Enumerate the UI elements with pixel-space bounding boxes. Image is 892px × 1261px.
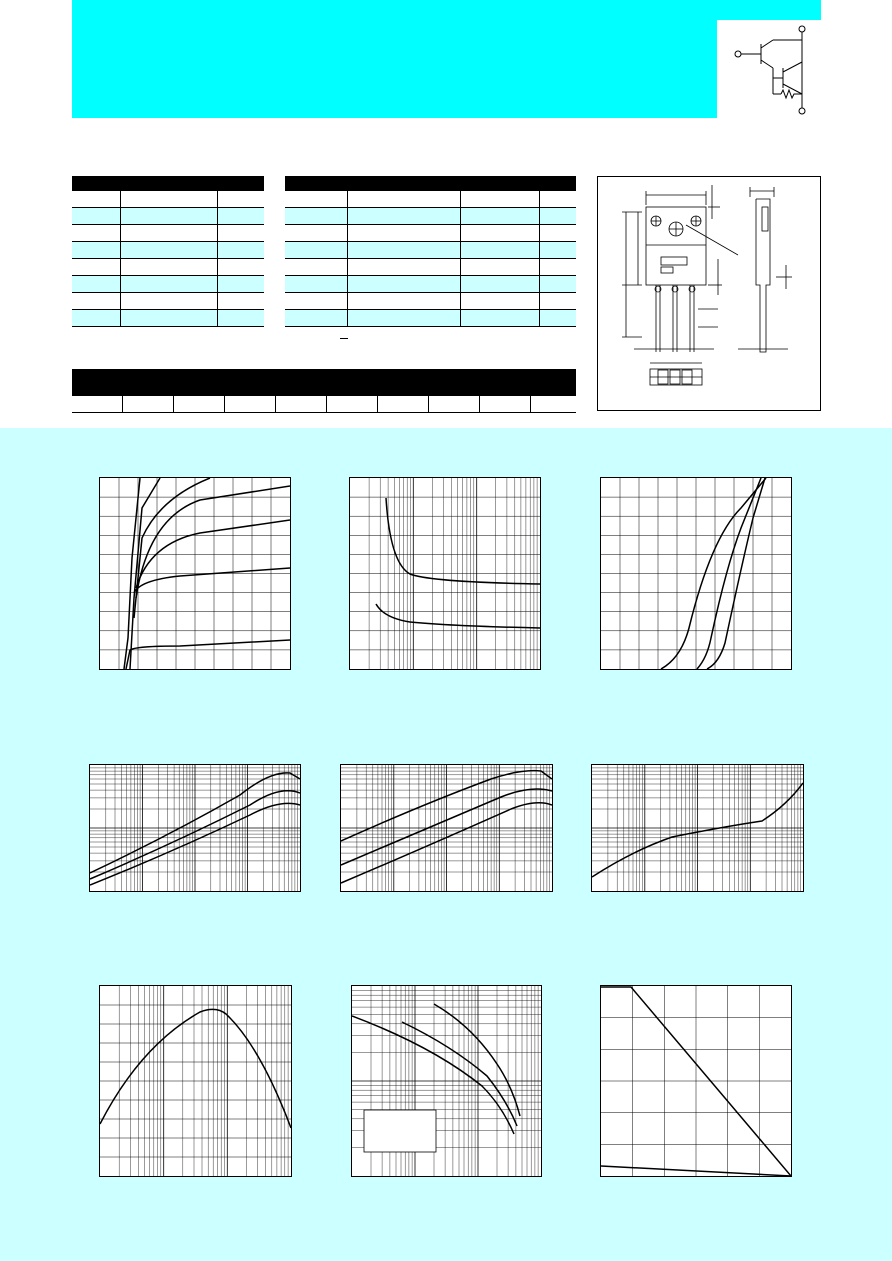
right-spec-table bbox=[285, 176, 576, 327]
plot-6 bbox=[591, 764, 804, 892]
header-band bbox=[72, 0, 821, 118]
curve-2 bbox=[376, 604, 540, 628]
curve-3 bbox=[434, 1004, 520, 1116]
circuit-symbol bbox=[717, 20, 821, 118]
plot-3 bbox=[600, 477, 792, 670]
plot-2 bbox=[349, 477, 541, 670]
plot-9 bbox=[600, 985, 792, 1177]
curve-6 bbox=[134, 568, 290, 593]
curve-1 bbox=[100, 1009, 291, 1128]
plot-7 bbox=[99, 985, 292, 1177]
curve-1 bbox=[386, 498, 540, 584]
plot-8 bbox=[351, 985, 542, 1177]
plot-5 bbox=[340, 764, 553, 892]
footnote-mark bbox=[340, 338, 348, 339]
curve-3 bbox=[134, 478, 210, 618]
curve-5 bbox=[136, 520, 290, 588]
left-spec-table bbox=[72, 176, 264, 327]
curve-7 bbox=[126, 640, 290, 669]
legend-box bbox=[364, 1110, 436, 1152]
plot-1 bbox=[99, 477, 291, 670]
plot-4 bbox=[89, 764, 301, 892]
package-outline bbox=[597, 176, 821, 411]
bottom-spec-table bbox=[72, 369, 576, 413]
curve-4 bbox=[136, 486, 290, 598]
